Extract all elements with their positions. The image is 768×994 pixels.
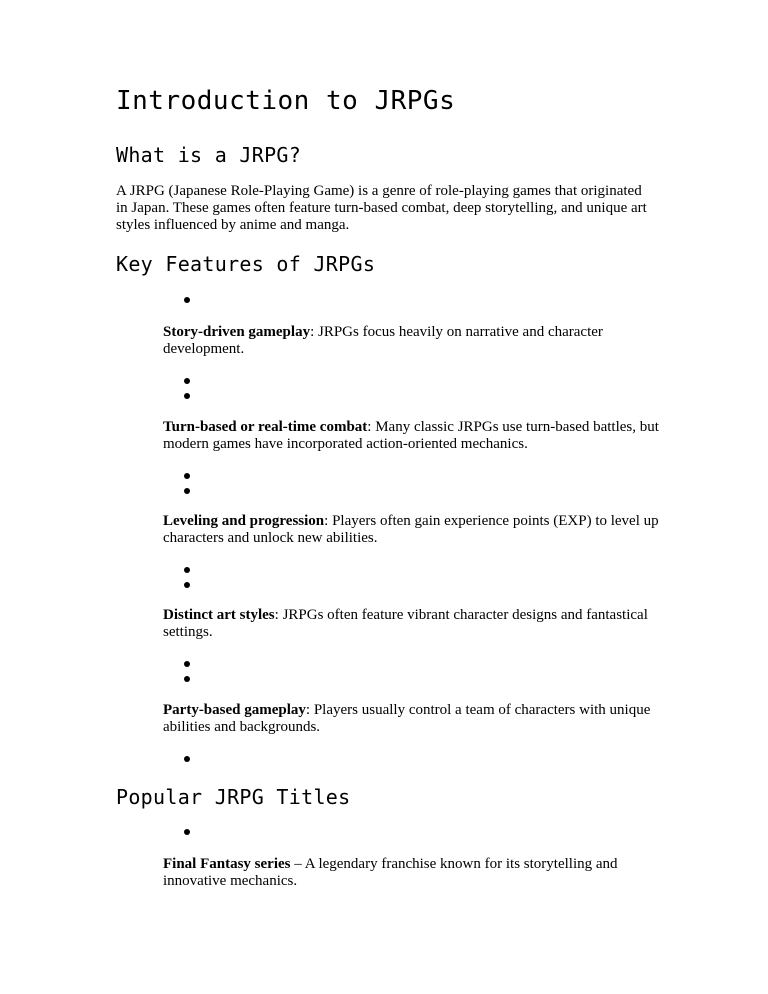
item-text: JRPGs often feature vibrant character designs and fantastical settings. [163, 607, 648, 640]
list-item-final-fantasy [163, 856, 673, 890]
list-item-leveling [163, 513, 673, 547]
item-text: Players often gain experience points (EXP) to level up characters and unlock new abilities. [163, 513, 659, 546]
item-separator: : [324, 513, 333, 529]
page-title: Introduction to JRPGs [116, 86, 456, 116]
item-text: A legendary franchise known for its storytelling and innovative mechanics. [163, 856, 618, 889]
list-bullet [184, 488, 190, 494]
item-text: Players usually control a team of characters with unique abilities and backgrounds. [163, 702, 651, 735]
item-term: Story-driven gameplay [163, 324, 311, 340]
item-separator: : [310, 324, 318, 340]
list-bullet [184, 297, 190, 303]
item-term: Party-based gameplay [163, 702, 306, 718]
item-term: Final Fantasy series [163, 856, 291, 872]
item-separator: : [274, 607, 283, 623]
item-separator: : [367, 419, 376, 435]
list-item-story-driven [163, 324, 673, 358]
list-item-party [163, 702, 673, 736]
list-bullet [184, 661, 190, 667]
list-bullet [184, 676, 190, 682]
list-bullet [184, 829, 190, 835]
item-separator: : [305, 702, 314, 718]
section-heading-key-features: Key Features of JRPGs [116, 252, 376, 276]
list-item-combat [163, 419, 673, 453]
list-bullet [184, 567, 190, 573]
list-bullet [184, 756, 190, 762]
item-separator: – [290, 856, 305, 872]
item-term: Distinct art styles [163, 607, 275, 623]
intro-paragraph: A JRPG (Japanese Role-Playing Game) is a genre of role-playing games that originated in Japan. These games often feature turn-based combat, deep storytelling, and unique art styles influenced by anime and manga. [116, 183, 647, 233]
list-bullet [184, 582, 190, 588]
list-item-art-styles [163, 607, 673, 641]
section-heading-what-is: What is a JRPG? [116, 143, 302, 167]
item-text: Many classic JRPGs use turn-based battles, but modern games have incorporated action-oriented mechanics. [163, 419, 659, 452]
list-bullet [184, 378, 190, 384]
list-bullet [184, 393, 190, 399]
section-heading-popular-titles: Popular JRPG Titles [116, 785, 351, 809]
item-term: Turn-based or real-time combat [163, 419, 368, 435]
list-bullet [184, 473, 190, 479]
item-text: JRPGs focus heavily on narrative and character development. [163, 324, 603, 357]
item-term: Leveling and progression [163, 513, 325, 529]
